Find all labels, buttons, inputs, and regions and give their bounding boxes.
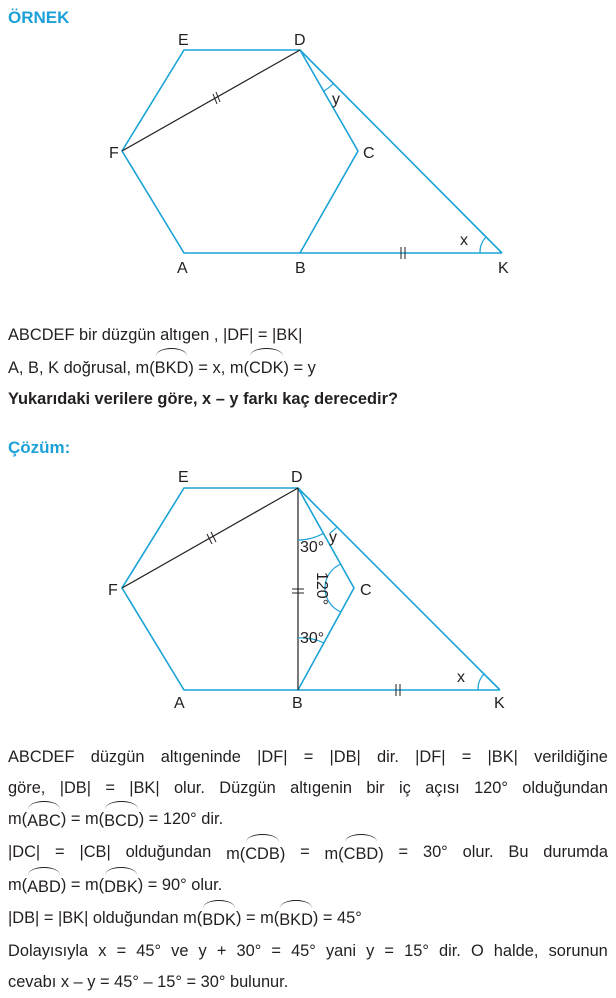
label-angle-y: y <box>329 529 337 546</box>
label-angle-y: y <box>332 91 340 108</box>
label-a: A <box>177 260 188 277</box>
label-b: B <box>295 260 306 277</box>
solution-line-1: ABCDEF düzgün altıgeninde |DF| = |DB| dir. |DF| = |BK| verildiğine <box>8 748 608 766</box>
label-angle-x: x <box>460 232 468 249</box>
solution-line-7: Dolayısıyla x = 45° ve y + 30° = 45° yani y = 15° dir. O halde, sorunun <box>8 942 608 960</box>
hexagon <box>122 50 358 253</box>
label-e: E <box>178 32 189 49</box>
label-c: C <box>360 582 372 599</box>
segment-df <box>122 50 300 151</box>
angle-x-arc <box>478 674 484 690</box>
label-c: C <box>363 145 375 162</box>
label-e: E <box>178 469 189 486</box>
solution-line-8: cevabı x – y = 45° – 15° = 30° bulunur. <box>8 973 289 991</box>
given-line-2: A, B, K doğrusal, m(BKD) = x, m(CDK) = y <box>8 351 608 384</box>
label-d: D <box>291 469 303 486</box>
label-angle-bottom: 30° <box>300 630 325 647</box>
angle-y-arc <box>324 84 333 91</box>
solution-text <box>8 742 608 998</box>
label-b: B <box>292 695 303 712</box>
solution-line-4: |DC| = |CB| olduğundan m(CDB) = m(CBD) = 30° olur. Bu durumda <box>8 837 608 870</box>
solution-figure <box>0 460 616 720</box>
angle-x-arc <box>480 237 486 253</box>
label-angle-x: x <box>457 669 465 686</box>
example-heading: ÖRNEK <box>8 8 70 27</box>
solution-line-5: m( ABD ) = m( DBK ) = 90° olur. <box>8 870 608 903</box>
example-text <box>8 320 608 415</box>
solution-line-3: m( ABC ) = m( BCD ) = 120° dir. <box>8 804 608 837</box>
question-line: Yukarıdaki verilere göre, x – y farkı kaç derecedir? <box>8 390 398 408</box>
solution-heading: Çözüm: <box>8 438 71 457</box>
label-f: F <box>108 582 118 599</box>
segment-dk <box>300 50 502 253</box>
given-line-1: ABCDEF bir düzgün altıgen , |DF| = |BK| <box>8 326 303 344</box>
solution-line-6: |DB| = |BK| olduğundan m( BDK ) = m( BKD ) = 45° <box>8 903 608 936</box>
label-d: D <box>294 32 306 49</box>
label-f: F <box>109 145 119 162</box>
segment-df <box>122 488 298 588</box>
label-k: K <box>498 260 509 277</box>
solution-line-2: göre, |DB| = |BK| olur. Düzgün altıgenin bir iç açısı 120° olduğundan <box>8 779 608 797</box>
label-angle-c: 120° <box>313 572 330 606</box>
example-figure <box>0 0 616 300</box>
label-k: K <box>494 695 505 712</box>
label-angle-top: 30° <box>300 539 325 556</box>
label-a: A <box>174 695 185 712</box>
